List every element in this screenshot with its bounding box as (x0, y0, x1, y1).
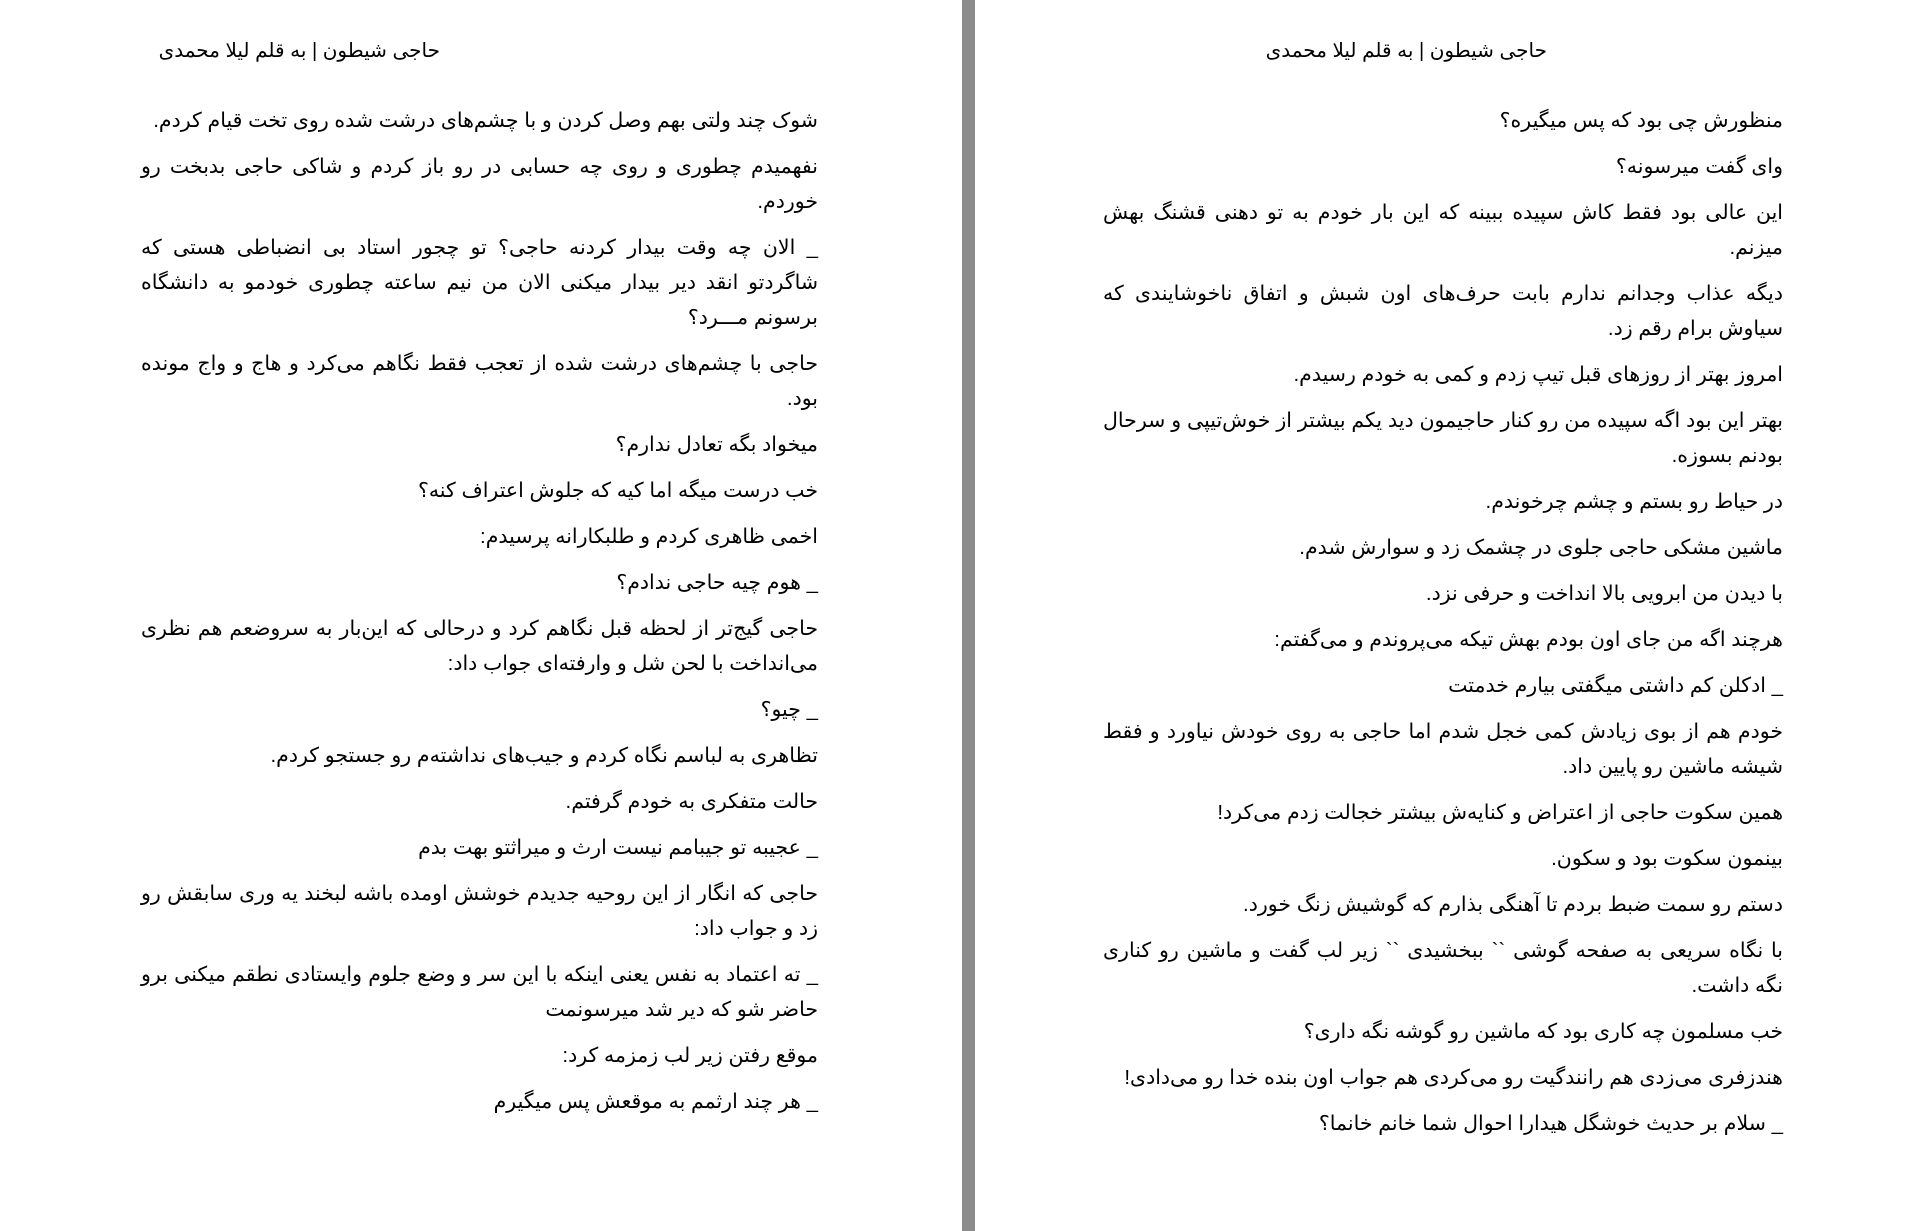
paragraph: دستم رو سمت ضبط بردم تا آهنگی بذارم که گوشیش زنگ خورد. (1243, 893, 1783, 916)
paragraph: دیگه عذاب وجدانم ندارم بابت حرف‌های اون شبش و اتفاق ناخوشایندی که سیاوش برام رقم زد. (1103, 282, 1783, 340)
paragraph: _ سلام بر حدیث خوشگل هیدارا احوال شما خانم خانما؟ (1318, 1112, 1783, 1135)
paragraph: ماشین مشکی حاجی جلوی در چشمک زد و سوارش شدم. (1299, 536, 1783, 559)
paragraph: حاجی با چشم‌های درشت شده از تعجب فقط نگاهم می‌کرد و هاج و واج مونده بود. (141, 352, 818, 410)
paragraph: _ الان چه وقت بیدار کردنه حاجی؟ تو چجور استاد بی انضباطی هستی که شاگردتو انقد دیر بیدار میکنی الان من نیم ساعته چطوری خودمو به دانشگاه برسونم مـــرد؟ (141, 236, 818, 329)
paragraph: بینمون سکوت بود و سکون. (1551, 847, 1783, 870)
paragraph: با دیدن من ابرویی بالا انداخت و حرفی نزد. (1425, 582, 1783, 605)
paragraph: خودم هم از بوی زیادش کمی خجل شدم اما حاجی به روی خودش نیاورد و فقط شیشه ماشین رو پایین داد. (1103, 720, 1783, 778)
paragraph: _ ته اعتماد به نفس یعنی اینکه با این سر و وضع جلوم وایستادی نطقم میکنی برو حاضر شو که دیر شد میرسونمت (141, 963, 818, 1021)
paragraph: اخمی ظاهری کردم و طلبکارانه پرسیدم: (480, 525, 818, 548)
paragraph: _ چیو؟ (760, 698, 818, 721)
paragraph: حاجی که انگار از این روحیه جدیدم خوشش اومده باشه لبخند یه وری سابقش رو زد و جواب داد: (141, 882, 818, 940)
paragraph: بهتر این بود اگه سپیده من رو کنار حاجیمون دید یکم بیشتر از خوش‌تیپی و سرحال بودنم بسوزه. (1103, 409, 1783, 467)
paragraph: منظورش چی بود که پس میگیره؟ (1499, 109, 1783, 132)
page-header: حاجی شیطون | به قلم لیلا محمدی (158, 40, 440, 62)
paragraph: هندزفری می‌زدی هم رانندگیت رو می‌کردی هم جواب اون بنده خدا رو می‌دادی! (1124, 1066, 1783, 1089)
paragraph: _ هر چند ارثمم به موقعش پس میگیرم (493, 1090, 818, 1113)
paragraph: امروز بهتر از روزهای قبل تیپ زدم و کمی به خودم رسیدم. (1293, 363, 1783, 386)
paragraph: _ ادکلن کم داشتی میگفتی بیارم خدمتت (1448, 674, 1783, 697)
paragraph: خب مسلمون چه کاری بود که ماشین رو گوشه نگه داری؟ (1303, 1020, 1783, 1043)
paragraph: تظاهری به لباسم نگاه کردم و جیب‌های نداشته‌م رو جستجو کردم. (270, 744, 818, 767)
paragraph: حالت متفکری به خودم گرفتم. (565, 790, 818, 813)
paragraph: هرچند اگه من جای اون بودم بهش تیکه می‌پروندم و می‌گفتم: (1274, 628, 1783, 651)
paragraph: وای گفت میرسونه؟ (1615, 155, 1783, 178)
page-body (141, 103, 818, 1130)
page-header: حاجی شیطون | به قلم لیلا محمدی (1265, 40, 1547, 62)
page-body (1103, 103, 1783, 1152)
right-page (975, 0, 1918, 1231)
paragraph: موقع رفتن زیر لب زمزمه کرد: (562, 1044, 818, 1067)
paragraph: حاجی گیج‌تر از لحظه قبل نگاهم کرد و درحالی که این‌بار به سروضعم هم نظری می‌انداخت با لحن شل و وارفته‌ای جواب داد: (141, 617, 818, 675)
paragraph: میخواد بگه تعادل ندارم؟ (615, 433, 818, 456)
page-gutter (962, 0, 975, 1231)
paragraph: نفهمیدم چطوری و روی چه حسابی در رو باز کردم و شاکی حاجی بدبخت رو خوردم. (141, 155, 818, 213)
paragraph: با نگاه سریعی به صفحه گوشی `` ببخشیدی `` زیر لب گفت و ماشین رو کناری نگه داشت. (1103, 939, 1783, 997)
paragraph: خب درست میگه اما کیه که جلوش اعتراف کنه؟ (417, 479, 818, 502)
paragraph: _ هوم چیه حاجی ندادم؟ (616, 571, 818, 594)
paragraph: شوک چند ولتی بهم وصل کردن و با چشم‌های درشت شده روی تخت قیام کردم. (153, 109, 818, 132)
paragraph: در حیاط رو بستم و چشم چرخوندم. (1485, 490, 1783, 513)
paragraph: همین سکوت حاجی از اعتراض و کنایه‌ش بیشتر خجالت زدم می‌کرد! (1217, 801, 1783, 824)
paragraph: _ عجیبه تو جیبامم نیست ارث و میراثتو بهت بدم (418, 836, 818, 859)
paragraph: این عالی بود فقط کاش سپیده ببینه که این بار خودم به تو دهنی قشنگ بهش میزنم. (1103, 201, 1783, 259)
